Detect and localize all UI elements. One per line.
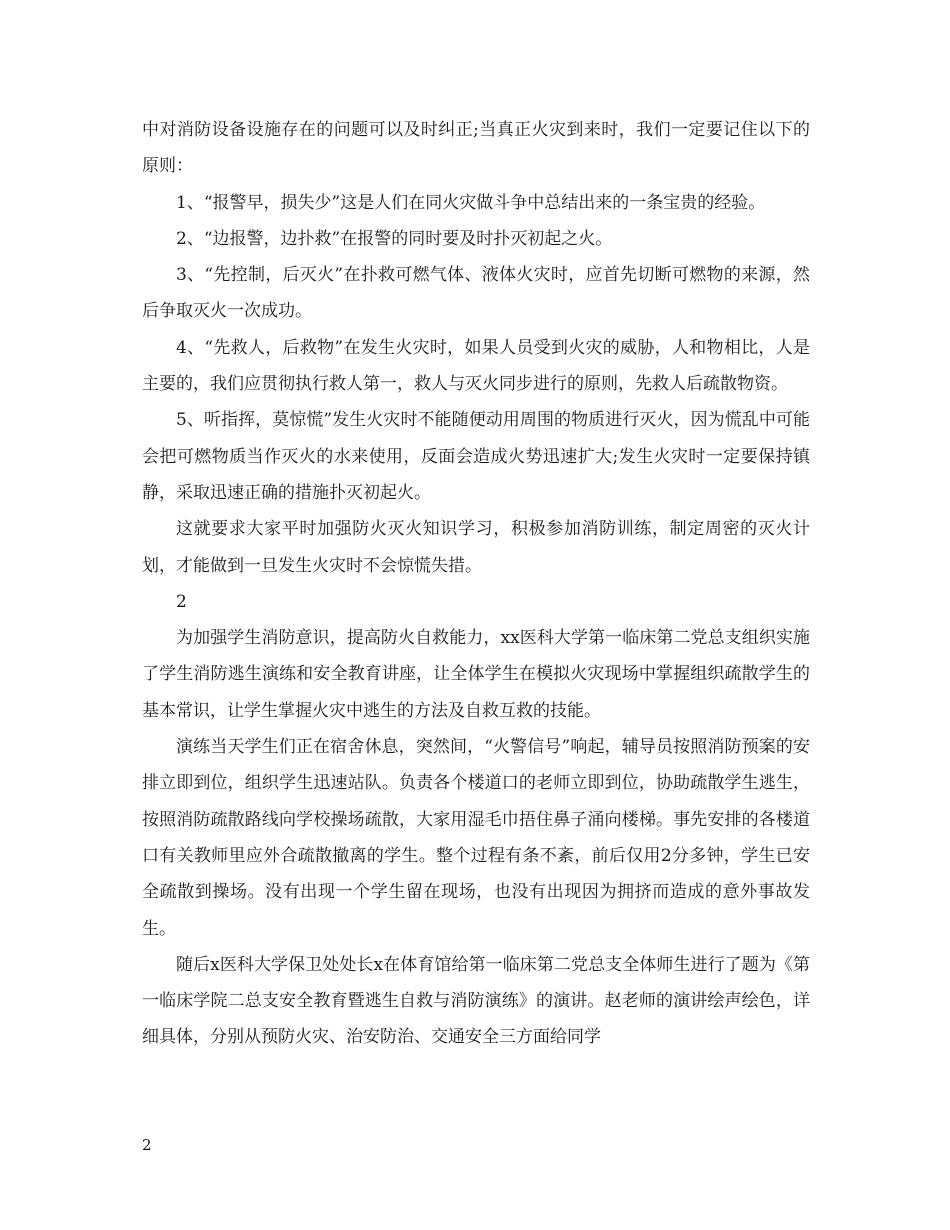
paragraph: 随后x医科大学保卫处处长x在体育馆给第一临床第二党总支全体师生进行了题为《第一临床学院二总支安全教育暨逃生自救与消防演练》的演讲。赵老师的演讲绘声绘色，详细具体，分别从预防火灾、治安防治、交通安全三方面给同学 (142, 954, 810, 1048)
document-body (142, 112, 810, 1056)
paragraph: 1、“报警早，损失少”这是人们在同火灾做斗争中总结出来的一条宝贵的经验。 (176, 192, 766, 213)
section-number: 2 (176, 591, 187, 612)
paragraph: 3、“先控制，后灭火”在扑救可燃气体、液体火灾时，应首先切断可燃物的来源，然后争取灭火一次成功。 (142, 265, 810, 322)
paragraph: 演练当天学生们正在宿舍休息，突然间，“火警信号”响起，辅导员按照消防预案的安排立即到位，组织学生迅速站队。负责各个楼道口的老师立即到位，协助疏散学生逃生，按照消防疏散路线向学校操场疏散，大家用湿毛巾捂住鼻子涌向楼梯。事先安排的各楼道口有关教师里应外合疏散撤离的学生。整个过程有条不紊，前后仅用2分多钟，学生已安全疏散到操场。没有出现一个学生留在现场，也没有出现因为拥挤而造成的意外事故发生。 (142, 737, 810, 939)
paragraph: 5、听指挥，莫惊慌”发生火灾时不能随便动用周围的物质进行灭火，因为慌乱中可能会把可燃物质当作灭火的水来使用，反面会造成火势迅速扩大;发生火灾时一定要保持镇静，采取迅速正确的措施扑灭初起火。 (142, 410, 810, 503)
paragraph: 4、“先救人，后救物”在发生火灾时，如果人员受到火灾的威胁，人和物相比，人是主要的，我们应贯彻执行救人第一，救人与灭火同步进行的原则，先救人后疏散物资。 (142, 337, 810, 395)
paragraph: 2、“边报警，边扑救”在报警的同时要及时扑灭初起之火。 (176, 228, 613, 249)
paragraph: 为加强学生消防意识，提高防火自救能力，xx医科大学第一临床第二党总支组织实施了学生消防逃生演练和安全教育讲座，让全体学生在模拟火灾现场中掌握组织疏散学生的基本常识，让学生掌握火灾中逃生的方法及自救互救的技能。 (142, 628, 810, 721)
page-number: 2 (142, 1136, 152, 1154)
paragraph: 中对消防设备设施存在的问题可以及时纠正;当真正火灾到来时，我们一定要记住以下的原则： (142, 120, 810, 177)
paragraph: 这就要求大家平时加强防火灭火知识学习，积极参加消防训练，制定周密的灭火计划，才能做到一旦发生火灾时不会惊慌失措。 (142, 519, 810, 576)
